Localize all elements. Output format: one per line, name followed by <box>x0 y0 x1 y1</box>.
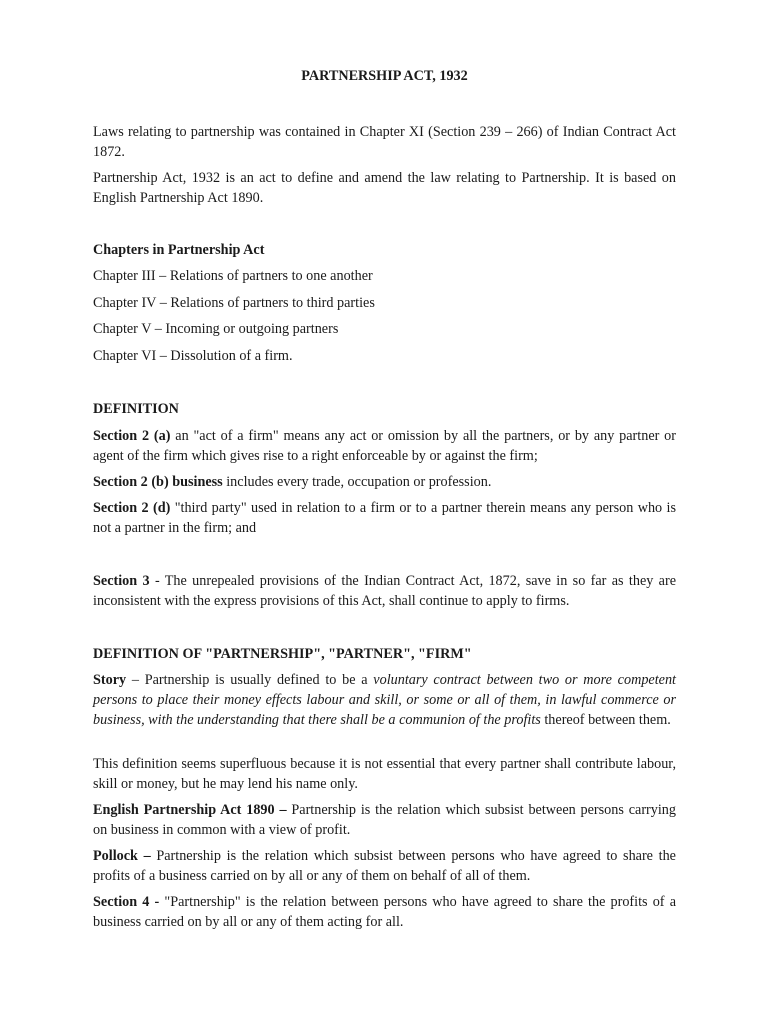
section-4-text: "Partnership" is the relation between persons who have agreed to share the profits of a business carried on by all or any of them acting for all. <box>93 894 676 930</box>
section-text: "third party" used in relation to a firm or to a partner therein means any person who is not a partner in the firm; and <box>93 500 676 536</box>
pollock-text: Partnership is the relation which subsist between persons who have agreed to share the profits of a business carried on by all or any of them on behalf of all of them. <box>93 848 676 884</box>
section-4-paragraph <box>93 892 676 932</box>
english-act-label: English Partnership Act 1890 – <box>93 802 287 818</box>
definition-section-2b <box>93 472 676 492</box>
intro-paragraph-2: Partnership Act, 1932 is an act to define and amend the law relating to Partnership. It is based on English Partnership Act 1890. <box>93 170 676 206</box>
section-text: includes every trade, occupation or profession. <box>222 474 492 490</box>
english-act-paragraph <box>93 800 676 840</box>
section-label: Section 2 (d) <box>93 500 171 516</box>
english-act-text: Partnership is the relation which subsist between persons carrying on business in common with a view of profit. <box>93 802 676 838</box>
superfluous-paragraph: This definition seems superfluous because it is not essential that every partner shall contribute labour, skill or money, but he may lend his name only. <box>93 756 676 792</box>
partnership-definition-heading: DEFINITION OF "PARTNERSHIP", "PARTNER", "FIRM" <box>93 646 472 662</box>
definition-section-2a <box>93 426 676 466</box>
chapters-heading: Chapters in Partnership Act <box>93 242 265 258</box>
story-italic-text: voluntary contract between two or more competent persons to place their money effects labour and skill, or some or all of them, in lawful commerce or business, with the understanding that there shall be a communion of the profits <box>93 672 676 728</box>
section-text: an "act of a firm" means any act or omission by all the partners, or by any partner or agent of the firm which gives rise to a right enforceable by or against the firm; <box>93 428 676 464</box>
section-label: Section 2 (a) <box>93 428 171 444</box>
definition-heading: DEFINITION <box>93 401 179 417</box>
section-label: Section 2 (b) business <box>93 474 223 490</box>
section-text: - The unrepealed provisions of the Indian Contract Act, 1872, save in so far as they are inconsistent with the express provisions of this Act, shall continue to apply to firms. <box>93 573 677 609</box>
definition-section-2d <box>93 498 676 538</box>
section-3-paragraph <box>93 571 676 611</box>
story-dash: – Partnership is usually defined to be a <box>126 672 374 688</box>
section-label: Section 3 <box>93 573 150 589</box>
chapter-item: Chapter V – Incoming or outgoing partners <box>93 321 339 337</box>
pollock-label: Pollock – <box>93 848 151 864</box>
chapter-item: Chapter IV – Relations of partners to third parties <box>93 295 375 311</box>
story-tail: thereof between them. <box>540 712 671 728</box>
story-paragraph <box>93 670 676 730</box>
story-label: Story <box>93 672 127 688</box>
document-title: PARTNERSHIP ACT, 1932 <box>301 68 468 84</box>
chapter-item: Chapter VI – Dissolution of a firm. <box>93 348 293 364</box>
intro-paragraph-1: Laws relating to partnership was contained in Chapter XI (Section 239 – 266) of Indian Contract Act 1872. <box>93 124 676 160</box>
pollock-paragraph <box>93 846 676 886</box>
chapter-item: Chapter III – Relations of partners to one another <box>93 268 373 284</box>
section-4-label: Section 4 - <box>93 894 160 910</box>
